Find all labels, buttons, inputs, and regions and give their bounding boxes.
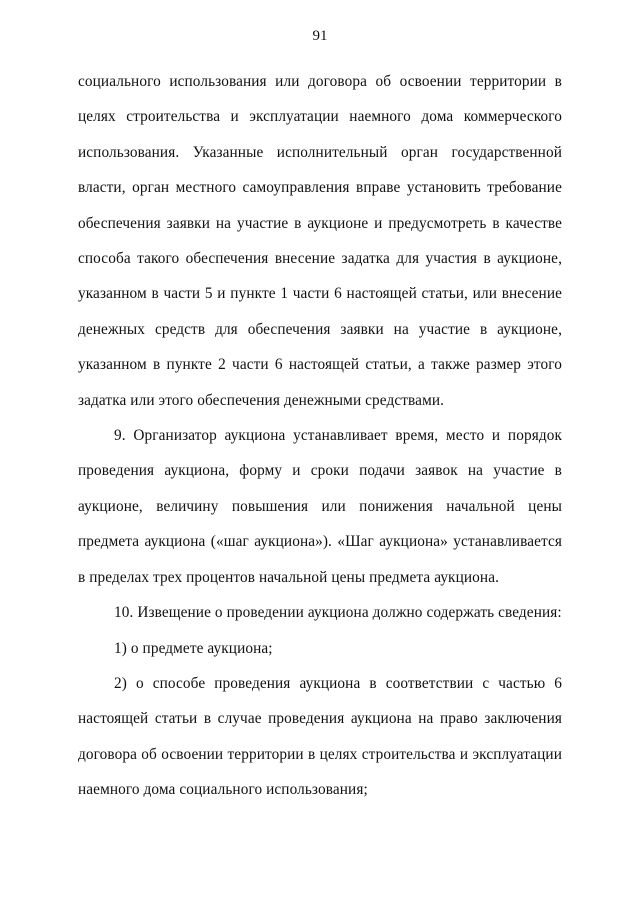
page-number: 91 [312, 28, 328, 44]
list-item-2: 2) о способе проведения аукциона в соответствии с частью 6 настоящей статьи в случае проведения аукциона на право заключения договора об освоении территории в целях строительства и эксплуатации наемного дома социального использования; [78, 674, 562, 799]
paragraph-item-10: 10. Извещение о проведении аукциона должно содержать сведения: [114, 604, 562, 622]
document-body [78, 64, 562, 808]
list-item-1: 1) о предмете аукциона; [114, 639, 273, 657]
paragraph-continuation: социального использования или договора об освоении территории в целях строительства и эксплуатации наемного дома коммерческого использования. Указанные исполнительный орган государственной власти, орган местного самоуправления вправе установить требование обеспечения заявки на участие в аукционе и предусмотреть в качестве способа такого обеспечения внесение задатка для участия в аукционе, указанном в части 5 и пункте 1 части 6 настоящей статьи, или внесение денежных средств для обеспечения заявки на участие в аукционе, указанном в пункте 2 части 6 настоящей статьи, а также размер этого задатка или этого обеспечения денежными средствами. [78, 73, 562, 409]
paragraph-item-9: 9. Организатор аукциона устанавливает время, место и порядок проведения аукциона, форму и сроки подачи заявок на участие в аукционе, величину повышения или понижения начальной цены предмета аукциона («шаг аукциона»). «Шаг аукциона» устанавливается в пределах трех процентов начальной цены предмета аукциона. [78, 427, 562, 586]
